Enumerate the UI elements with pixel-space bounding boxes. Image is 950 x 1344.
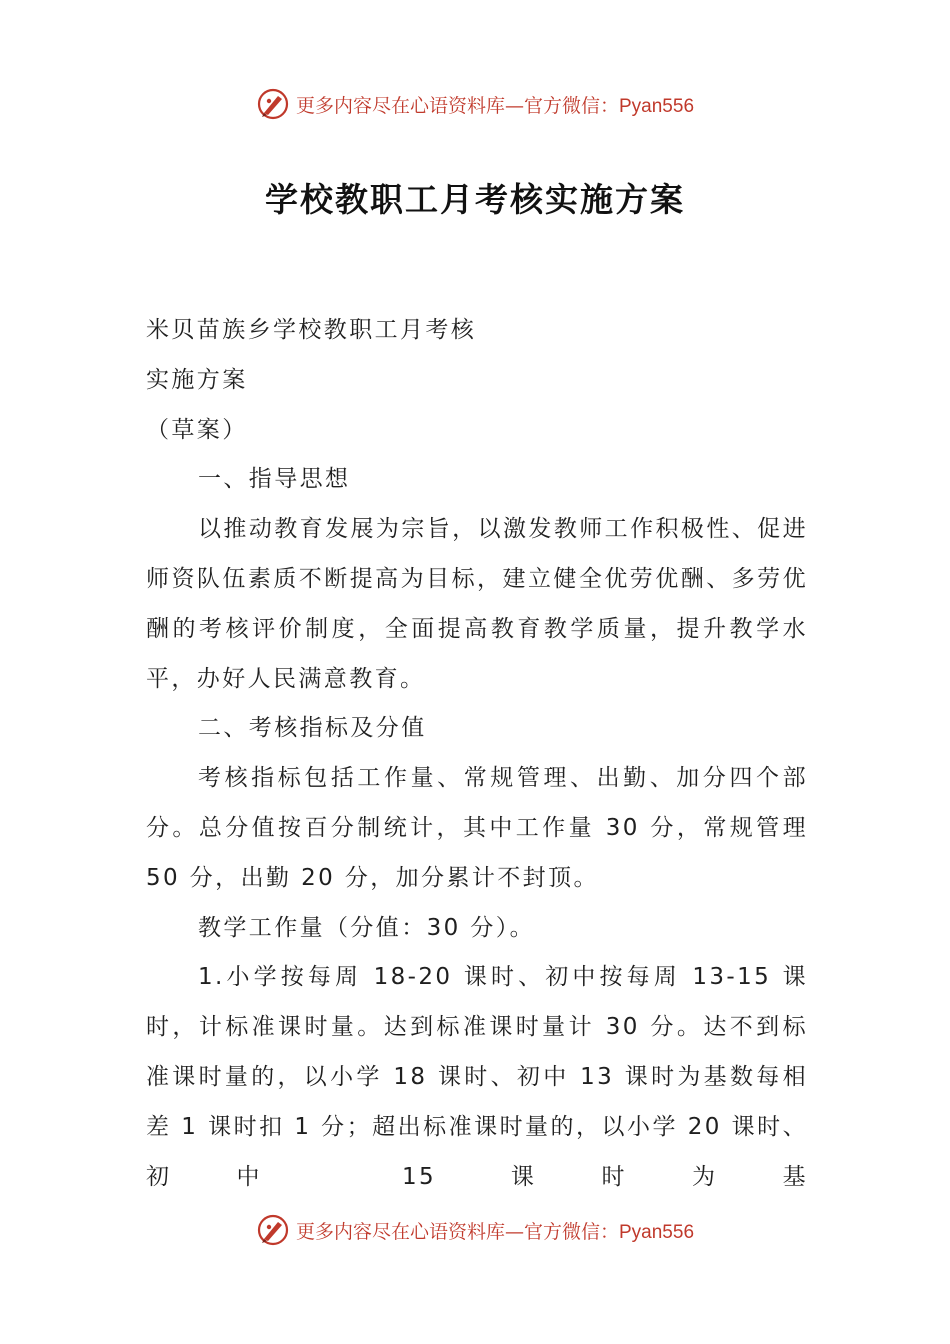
watermark-content [256, 87, 694, 121]
watermark-wechat-id: Pyan556 [619, 1221, 695, 1243]
paragraph-guiding-thought: 以推动教育发展为宗旨，以激发教师工作积极性、促进师资队伍素质不断提高为目标，建立健全优劳优酬、多劳优酬的考核评价制度，全面提高教育教学质量，提升教学水平，办好人民满意教育。 [146, 516, 808, 692]
draft-label: （草案） [146, 416, 248, 443]
pen-logo-icon [256, 87, 290, 121]
paragraph-indicators: 考核指标包括工作量、常规管理、出勤、加分四个部分。总分值按百分制统计，其中工作量 30 分，常规管理 50 分，出勤 20 分，加分累计不封顶。 [146, 765, 808, 891]
watermark-banner-top [0, 84, 950, 124]
pen-logo-icon [256, 1213, 290, 1247]
watermark-text [296, 91, 694, 118]
section-heading-indicators: 二、考核指标及分值 [198, 715, 427, 742]
section-heading-guiding-thought: 一、指导思想 [198, 466, 351, 493]
watermark-text [296, 1217, 694, 1244]
plan-line: 实施方案 [146, 366, 248, 393]
watermark-content [256, 1213, 694, 1247]
org-name-line: 米贝苗族乡学校教职工月考核 [146, 317, 477, 343]
document-body [146, 306, 808, 1202]
watermark-wechat-id: Pyan556 [619, 95, 695, 117]
document-title: 学校教职工月考核实施方案 [265, 180, 685, 219]
paragraph-workload-rule: 1.小学按每周 18-20 课时、初中按每周 13-15 课时，计标准课时量。达到标准课时量计 30 分。达不到标准课时量的，以小学 18 课时、初中 13 课时为基数每相差 1 课时扣 1 分；超出标准课时量的，以小学 20 课时、初中 15 课时为基 [146, 964, 808, 1190]
subheading-workload: 教学工作量（分值：30 分）。 [198, 914, 536, 941]
watermark-banner-bottom [0, 1210, 950, 1250]
watermark-text-cn: 更多内容尽在心语资料库—官方微信： [295, 94, 619, 117]
watermark-text-cn: 更多内容尽在心语资料库—官方微信： [295, 1220, 619, 1243]
